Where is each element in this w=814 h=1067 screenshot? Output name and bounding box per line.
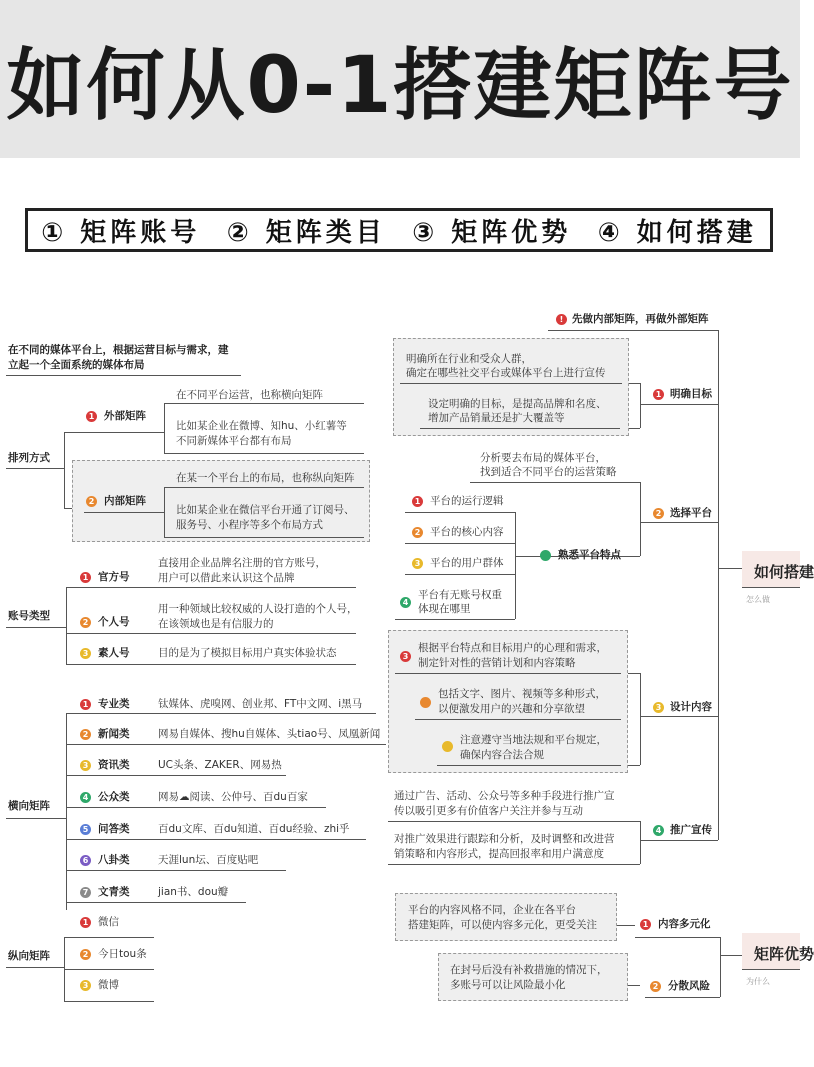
- how-to-build-node: 如何搭建: [742, 551, 800, 587]
- acct-personal-desc-2: 在该领域也是有信服力的: [158, 618, 274, 630]
- connector: [400, 383, 622, 384]
- number-badge: [442, 741, 453, 752]
- risk-text-1: 在封号后没有补救措施的情况下，: [450, 964, 608, 976]
- number-badge: 2: [412, 527, 423, 538]
- acct-personal-desc-1: 用一种领域比较权威的人设打造的个人号，: [158, 603, 358, 615]
- intro-line-1: 在不同的媒体平台上，根据运营目标与需求，建: [8, 344, 229, 356]
- horizontal-matrix-label: 横向矩阵: [8, 800, 50, 812]
- connector: [470, 482, 640, 483]
- design-text-1b: 制定针对性的营销计划和内容策略: [418, 657, 576, 669]
- design-text-1a: 根据平台特点和目标用户的心理和需求，: [418, 642, 607, 654]
- risk-text-2: 多账号可以让风险最小化: [450, 979, 566, 991]
- connector: [645, 997, 720, 998]
- tab-matrix-category[interactable]: ② 矩阵类目: [226, 217, 386, 248]
- intro-line-2: 立起一个全面系统的媒体布局: [8, 359, 145, 371]
- acct-official-desc-1: 直接用企业品牌名注册的官方账号，: [158, 557, 326, 569]
- page-title: 如何从0-1搭建矩阵号: [6, 41, 794, 131]
- number-badge: 1: [412, 496, 423, 507]
- connector: [437, 765, 621, 766]
- ver-item-label: 微信: [98, 916, 119, 928]
- number-badge: 3: [653, 702, 664, 713]
- hor-cat-label: 资讯类: [98, 759, 130, 771]
- connector: [635, 937, 720, 938]
- int-desc-1: 在某一个平台上的布局，也称纵向矩阵: [176, 472, 355, 484]
- goal-text-2a: 设定明确的目标，是提高品牌和名度、: [428, 398, 607, 410]
- connector: [84, 432, 164, 433]
- connector: [66, 587, 356, 588]
- platform-label: 选择平台: [670, 507, 712, 519]
- connector: [415, 719, 621, 720]
- ext-matrix-label: 外部矩阵: [104, 410, 146, 422]
- design-text-3a: 注意遵守当地法规和平台规定，: [460, 734, 607, 746]
- risk-label: 分散风险: [668, 980, 710, 992]
- connector: [388, 821, 640, 822]
- promo-text-1a: 通过广告、活动、公众号等多种手段进行推广宣: [394, 790, 615, 802]
- connector: [164, 487, 364, 488]
- connector: [640, 673, 641, 765]
- int-desc-2b: 服务号、小程序等多个布局方式: [176, 519, 323, 531]
- hor-cat-label: 八卦类: [98, 854, 130, 866]
- number-badge: 2: [80, 729, 91, 740]
- number-badge: 2: [80, 617, 91, 628]
- connector: [66, 713, 67, 910]
- hor-cat-desc: 天涯lun坛、百度贴吧: [158, 854, 259, 866]
- connector: [629, 428, 640, 429]
- design-text-2a: 包括文字、图片、视频等多种形式，: [438, 688, 606, 700]
- int-desc-2a: 比如某企业在微信平台开通了订阅号、: [176, 504, 355, 516]
- number-badge: 1: [80, 699, 91, 710]
- tab-how-to-build[interactable]: ④ 如何搭建: [597, 217, 757, 248]
- goal-text-1a: 明确所在行业和受众人群，: [406, 353, 532, 365]
- number-badge: 4: [653, 825, 664, 836]
- connector: [628, 985, 640, 986]
- number-badge: 3: [80, 980, 91, 991]
- number-badge: 4: [400, 597, 411, 608]
- feat-item: 平台的运行逻辑: [430, 495, 504, 507]
- connector: [66, 744, 386, 745]
- connector: [742, 969, 800, 970]
- connector: [640, 383, 641, 428]
- platform-text-2: 找到适合不同平台的运营策略: [480, 466, 617, 478]
- number-badge: 1: [640, 919, 651, 930]
- how-node-sub: 怎么做: [746, 595, 770, 604]
- hor-cat-desc: 网易自媒体、搜hu自媒体、头tiao号、凤凰新闻: [158, 728, 381, 740]
- connector: [720, 955, 742, 956]
- connector: [405, 574, 515, 575]
- number-badge: 3: [400, 651, 411, 662]
- title-banner: [0, 0, 800, 158]
- connector: [164, 453, 364, 454]
- diverse-text-2: 搭建矩阵，可以使内容多元化，更受关注: [408, 919, 597, 931]
- top-tip: 先做内部矩阵，再做外部矩阵: [572, 313, 709, 325]
- connector: [66, 839, 366, 840]
- promo-label: 推广宣传: [670, 824, 712, 836]
- goal-text-2b: 增加产品销量还是扩大覆盖等: [428, 412, 565, 424]
- hor-cat-label: 公众类: [98, 791, 130, 803]
- connector: [640, 840, 718, 841]
- connector: [395, 619, 515, 620]
- number-badge: 2: [650, 981, 661, 992]
- arrange-label: 排列方式: [8, 452, 50, 464]
- adv-node-sub: 为什么: [746, 977, 770, 986]
- connector: [617, 925, 635, 926]
- hor-cat-desc: 网易☁阅读、公仲号、百du百家: [158, 791, 308, 803]
- connector: [164, 403, 364, 404]
- acct-official-label: 官方号: [98, 571, 130, 583]
- number-badge: 2: [86, 496, 97, 507]
- ext-desc-1: 在不同平台运营，也称横向矩阵: [176, 389, 323, 401]
- hor-cat-label: 问答类: [98, 823, 130, 835]
- connector: [64, 969, 154, 970]
- promo-text-2a: 对推广效果进行跟踪和分析，及时调整和改进营: [394, 833, 615, 845]
- connector: [6, 818, 66, 819]
- connector: [6, 375, 241, 376]
- hor-cat-desc: 百du文库、百du知道、百du经验、zhi乎: [158, 823, 350, 835]
- number-badge: 2: [80, 949, 91, 960]
- connector: [515, 512, 516, 619]
- connector: [64, 432, 65, 508]
- connector: [6, 468, 64, 469]
- connector: [742, 587, 800, 588]
- vertical-matrix-label: 纵向矩阵: [8, 950, 50, 962]
- acct-type-label: 账号类型: [8, 610, 50, 622]
- number-badge: 1: [86, 411, 97, 422]
- ext-desc-2b: 不同新媒体平台都有布局: [176, 435, 292, 447]
- connector: [388, 864, 640, 865]
- platform-text-1: 分析要去布局的媒体平台，: [480, 452, 606, 464]
- number-badge: 7: [80, 887, 91, 898]
- number-badge: 2: [653, 508, 664, 519]
- feat-item-line1: 平台有无账号权重: [418, 589, 502, 601]
- connector: [66, 902, 246, 903]
- hor-cat-label: 文青类: [98, 886, 130, 898]
- number-badge: 5: [80, 824, 91, 835]
- connector: [164, 537, 364, 538]
- promo-text-1b: 传以吸引更多有价值客户关注并参与互动: [394, 805, 583, 817]
- connector: [405, 512, 515, 513]
- alert-badge: !: [556, 314, 567, 325]
- connector: [720, 937, 721, 997]
- connector: [64, 937, 154, 938]
- connector: [164, 487, 165, 537]
- number-badge: 3: [412, 558, 423, 569]
- feat-item: 平台的核心内容: [430, 526, 504, 538]
- connector: [66, 587, 67, 664]
- connector: [66, 775, 286, 776]
- acct-personal-label: 个人号: [98, 616, 130, 628]
- ver-item-label: 微博: [98, 979, 119, 991]
- int-matrix-label: 内部矩阵: [104, 495, 146, 507]
- diverse-label: 内容多元化: [658, 918, 711, 930]
- hor-cat-label: 新闻类: [98, 728, 130, 740]
- number-badge: 3: [80, 760, 91, 771]
- connector: [66, 713, 376, 714]
- design-text-3b: 确保内容合法合规: [460, 749, 544, 761]
- matrix-advantage-node: 矩阵优势: [742, 933, 800, 969]
- connector: [548, 330, 718, 331]
- goal-label: 明确目标: [670, 388, 712, 400]
- tab-matrix-account[interactable]: ① 矩阵账号: [41, 217, 201, 248]
- diverse-text-1: 平台的内容风格不同，企业在各平台: [408, 904, 576, 916]
- connector: [64, 1001, 154, 1002]
- goal-text-1b: 确定在哪些社交平台或媒体平台上进行宣传: [406, 367, 606, 379]
- design-text-2b: 以便激发用户的兴趣和分享欲望: [438, 703, 585, 715]
- connector: [640, 821, 641, 864]
- connector: [420, 428, 620, 429]
- hor-cat-desc: 钛媒体、虎嗅网、创业邦、FT中文网、i黑马: [158, 698, 363, 710]
- hor-cat-desc: UC头条、ZAKER、网易热: [158, 759, 282, 771]
- connector: [66, 807, 326, 808]
- connector: [164, 403, 165, 453]
- connector: [66, 633, 356, 634]
- connector: [66, 664, 356, 665]
- tab-matrix-advantage[interactable]: ③ 矩阵优势: [412, 217, 572, 248]
- feat-item-line2: 体现在哪里: [418, 603, 471, 615]
- connector: [64, 432, 84, 433]
- connector: [628, 673, 640, 674]
- number-badge: 4: [80, 792, 91, 803]
- number-badge: [420, 697, 431, 708]
- connector: [66, 870, 286, 871]
- number-badge: 6: [80, 855, 91, 866]
- connector: [640, 522, 718, 523]
- number-badge: 3: [80, 648, 91, 659]
- connector: [628, 765, 640, 766]
- connector: [640, 482, 641, 556]
- feat-label: 熟悉平台特点: [558, 549, 621, 561]
- hor-cat-label: 专业类: [98, 698, 130, 710]
- connector: [395, 673, 621, 674]
- promo-text-2b: 销策略和内容形式，提高回报率和用户满意度: [394, 848, 604, 860]
- ver-item-label: 今日tou条: [98, 948, 147, 960]
- ext-desc-2a: 比如某企业在微博、知hu、小红薯等: [176, 420, 347, 432]
- connector: [640, 716, 718, 717]
- connector: [6, 967, 64, 968]
- number-badge: 1: [80, 572, 91, 583]
- number-badge: [540, 550, 551, 561]
- connector: [405, 543, 515, 544]
- connector: [629, 383, 640, 384]
- acct-official-desc-2: 用户可以借此来认识这个品牌: [158, 572, 295, 584]
- hor-cat-desc: jian书、dou瓣: [158, 886, 229, 898]
- design-label: 设计内容: [670, 701, 712, 713]
- connector: [6, 627, 66, 628]
- main-trunk: [718, 330, 719, 840]
- acct-amateur-label: 素人号: [98, 647, 130, 659]
- connector: [640, 404, 718, 405]
- number-badge: 1: [80, 917, 91, 928]
- acct-amateur-desc: 目的是为了模拟目标用户真实体验状态: [158, 647, 337, 659]
- connector: [718, 568, 742, 569]
- section-tabs: [25, 208, 773, 252]
- connector: [84, 512, 164, 513]
- number-badge: 1: [653, 389, 664, 400]
- feat-item: 平台的用户群体: [430, 557, 504, 569]
